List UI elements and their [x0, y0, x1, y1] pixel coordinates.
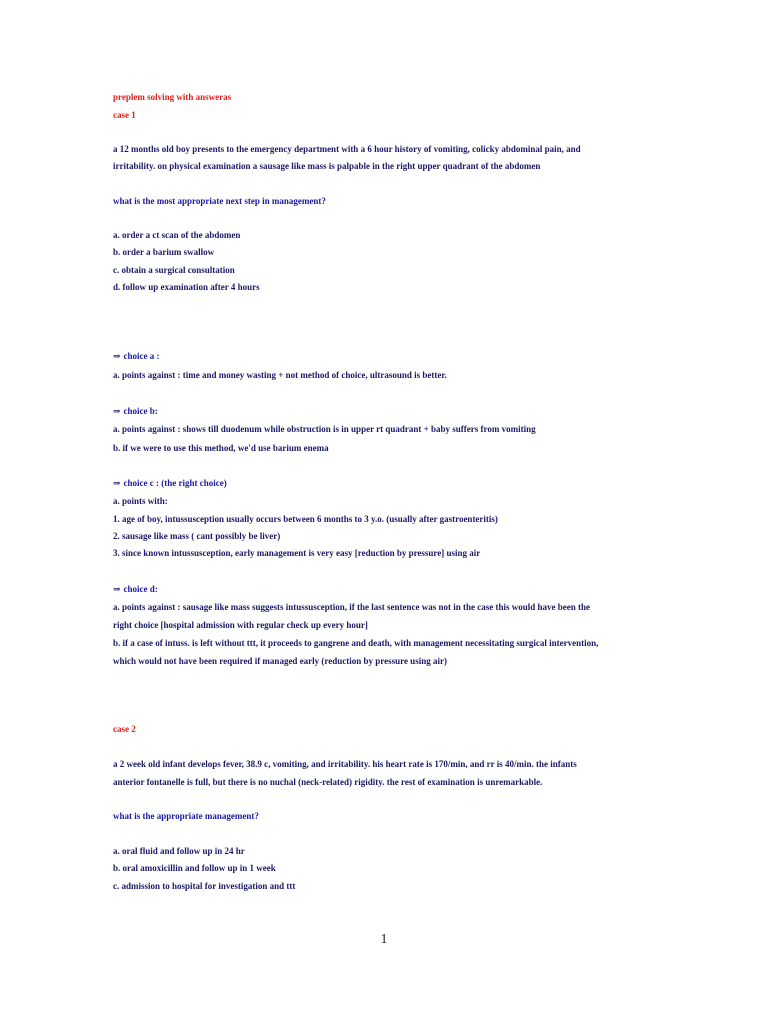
choice-d-line-3: b. if a case of intuss. is left without ttt, it proceeds to gangrene and death, with management necessitating surgical intervention, [113, 638, 599, 648]
choice-b-heading-text: choice b: [123, 406, 158, 416]
page-number: 1 [380, 932, 388, 947]
choice-d-heading-text: choice d: [123, 584, 158, 594]
case-2-option-b: b. oral amoxicillin and follow up in 1 week [113, 863, 276, 873]
choice-d-line-1: a. points against : sausage like mass suggests intussusception, if the last sentence was not in the case this would have been the [113, 602, 591, 612]
choice-c-line-3: 2. sausage like mass ( cant possibly be liver) [113, 531, 281, 541]
choice-a-heading [113, 350, 160, 362]
case-1-question: what is the most appropriate next step in management? [113, 196, 326, 206]
case-1-stem-line-1: a 12 months old boy presents to the emergency department with a 6 hour history of vomiting, colicky abdominal pain, and [113, 144, 581, 154]
case-2-stem-line-1: a 2 week old infant develops fever, 38.9 c, vomiting, and irritability. his heart rate is 170/min, and rr is 40/min. the infants [113, 759, 577, 769]
choice-b-heading [113, 405, 158, 417]
arrow-right-icon: ⇒ [113, 351, 121, 361]
choice-b-line-1: a. points against : shows till duodenum while obstruction is in upper rt quadrant + baby suffers from vomiting [113, 424, 536, 434]
case-1-stem-line-2: irritability. on physical examination a sausage like mass is palpable in the right upper quadrant of the abdomen [113, 161, 541, 171]
case-1-option-c: c. obtain a surgical consultation [113, 265, 235, 275]
choice-c-line-1: a. points with: [113, 496, 168, 506]
case-1-option-d: d. follow up examination after 4 hours [113, 282, 260, 292]
case-2-option-a: a. oral fluid and follow up in 24 hr [113, 846, 245, 856]
case-1-label: case 1 [113, 110, 136, 120]
case-1-option-b: b. order a barium swallow [113, 247, 215, 257]
choice-d-heading [113, 583, 158, 595]
arrow-right-icon: ⇒ [113, 584, 121, 594]
arrow-right-icon: ⇒ [113, 478, 121, 488]
case-2-stem-line-2: anterior fontanelle is full, but there is no nuchal (neck-related) rigidity. the rest of examination is unremarkable. [113, 777, 543, 787]
case-2-question: what is the appropriate management? [113, 811, 259, 821]
choice-c-heading [113, 477, 227, 489]
arrow-right-icon: ⇒ [113, 406, 121, 416]
choice-a-line-1: a. points against : time and money wasting + not method of choice, ultrasound is better. [113, 370, 447, 380]
case-2-label: case 2 [113, 724, 136, 734]
case-2-option-c: c. admission to hospital for investigation and ttt [113, 881, 296, 891]
choice-a-heading-text: choice a : [123, 351, 160, 361]
choice-c-line-4: 3. since known intussusception, early management is very easy [reduction by pressure] using air [113, 548, 481, 558]
choice-d-line-2: right choice [hospital admission with regular check up every hour] [113, 620, 368, 630]
choice-b-line-2: b. if we were to use this method, we'd use barium enema [113, 443, 329, 453]
document-title: preplem solving with answeras [113, 92, 232, 102]
choice-c-heading-text: choice c : (the right choice) [123, 478, 227, 488]
choice-c-line-2: 1. age of boy, intussusception usually occurs between 6 months to 3 y.o. (usually after gastroenteritis) [113, 514, 498, 524]
choice-d-line-4: which would not have been required if managed early (reduction by pressure using air) [113, 656, 447, 666]
case-1-option-a: a. order a ct scan of the abdomen [113, 230, 241, 240]
